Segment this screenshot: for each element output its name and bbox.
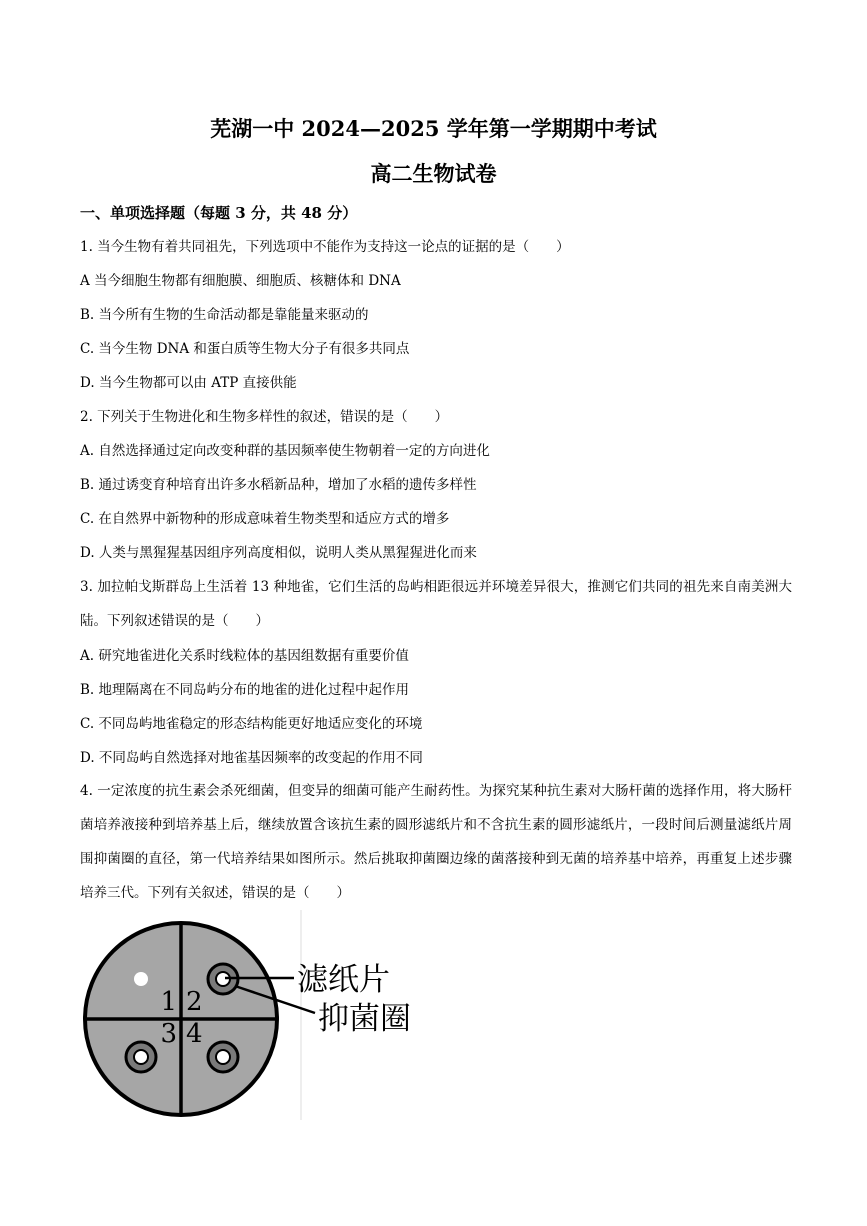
quadrant-label-2: 2	[186, 987, 203, 1017]
quadrant-label-1: 1	[160, 987, 177, 1017]
question-1-option-c: C. 当今生物 DNA 和蛋白质等生物大分子有很多共同点	[80, 341, 410, 357]
question-1-option-b: B. 当今所有生物的生命活动都是靠能量来驱动的	[80, 307, 369, 323]
question-3-stem: 3. 加拉帕戈斯群岛上生活着 13 种地雀，它们生活的岛屿相距很远并环境差异很大，推测它们共同的祖先来自南美洲大陆。下列叙述错误的是（ ）	[80, 579, 792, 629]
question-1-stem: 1. 当今生物有着共同祖先，下列选项中不能作为支持这一论点的证据的是（ ）	[80, 239, 570, 255]
exam-subtitle: 高二生物试卷	[370, 161, 497, 186]
section-heading: 一、单项选择题（每题 3 分，共 48 分）	[80, 204, 358, 222]
question-2-stem: 2. 下列关于生物进化和生物多样性的叙述，错误的是（ ）	[80, 409, 449, 425]
label-filter-paper: 滤纸片	[297, 962, 390, 998]
question-3-option-c: C. 不同岛屿地雀稳定的形态结构能更好地适应变化的环境	[80, 716, 423, 732]
question-2-option-c: C. 在自然界中新物种的形成意味着生物类型和适应方式的增多	[80, 511, 450, 527]
filter-disc-quadrant-3	[126, 1042, 156, 1072]
quadrant-label-3: 3	[160, 1019, 177, 1049]
filter-disc-quadrant-4	[208, 1042, 238, 1072]
question-1-option-d: D. 当今生物都可以由 ATP 直接供能	[80, 375, 297, 391]
question-2-option-a: A. 自然选择通过定向改变种群的基因频率使生物朝着一定的方向进化	[80, 443, 490, 459]
petri-dish-figure	[75, 910, 435, 1120]
label-inhibition-zone: 抑菌圈	[318, 1001, 411, 1037]
question-2-option-d: D. 人类与黑猩猩基因组序列高度相似，说明人类从黑猩猩进化而来	[80, 545, 477, 561]
question-1-option-a: A 当今细胞生物都有细胞膜、细胞质、核糖体和 DNA	[80, 273, 401, 289]
filter-disc	[134, 1050, 148, 1064]
question-2-option-b: B. 通过诱变育种培育出许多水稻新品种，增加了水稻的遗传多样性	[80, 477, 477, 493]
quadrant-label-4: 4	[186, 1019, 203, 1049]
question-3-option-d: D. 不同岛屿自然选择对地雀基因频率的改变起的作用不同	[80, 750, 423, 766]
question-3-option-a: A. 研究地雀进化关系时线粒体的基因组数据有重要价值	[80, 648, 409, 664]
exam-title: 芜湖一中 2024—2025 学年第一学期期中考试	[210, 116, 657, 141]
question-3-option-b: B. 地理隔离在不同岛屿分布的地雀的进化过程中起作用	[80, 682, 410, 698]
filter-disc-no-antibiotic	[134, 972, 148, 986]
question-4-stem: 4. 一定浓度的抗生素会杀死细菌，但变异的细菌可能产生耐药性。为探究某种抗生素对大肠杆菌的选择作用，将大肠杆菌培养液接种到培养基上后，继续放置含该抗生素的圆形滤纸片和不含抗生素的圆形滤纸片，一段时间后测量滤纸片周围抑菌圈的直径，第一代培养结果如图所示。然后挑取抑菌圈边缘的菌落接种到无菌的培养基中培养，再重复上述步骤培养三代。下列有关叙述，错误的是（ ）	[80, 783, 792, 901]
filter-disc	[216, 1050, 230, 1064]
